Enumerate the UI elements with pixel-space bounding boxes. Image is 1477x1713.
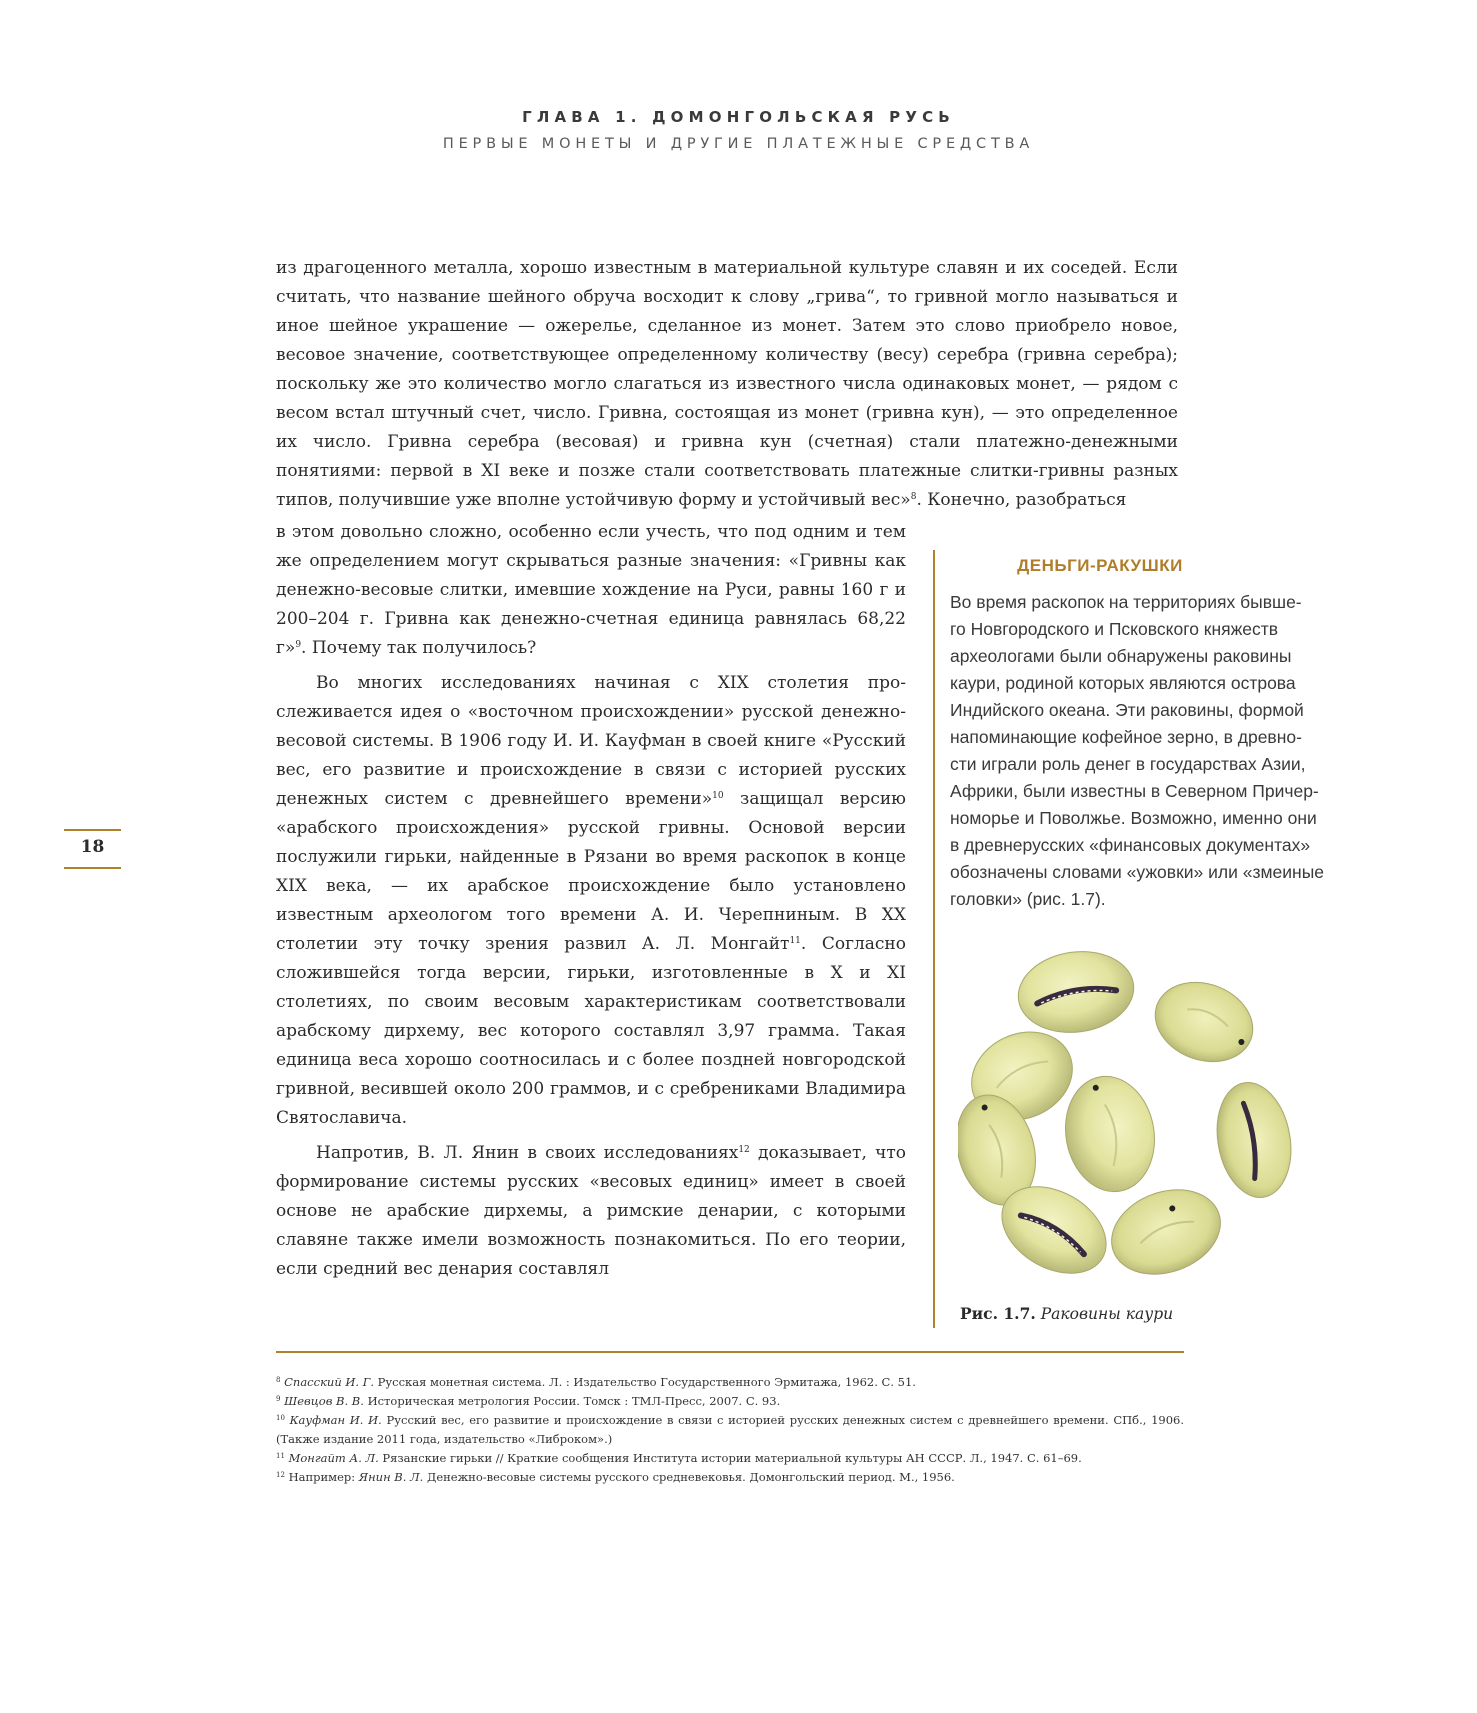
paragraph-2-text-a: Во многих исследованиях начиная с XIX столетия прослеживается идея о «восточном происхождении» русской денежно-весовой системы. В 1906 году И. И. Кауфман в своей книге «Русский вес, его развитие и происхождение в связи с историей русских денежных систем с древнейшего времени» (276, 673, 906, 809)
paragraph-1-cont: . Конечно, разобраться (916, 490, 1127, 510)
footnote-ref-9[interactable]: 9 (295, 640, 302, 650)
figure-label: Рис. 1.7. (960, 1304, 1036, 1323)
footnote-number: 9 (276, 1395, 281, 1403)
section-title: ПЕРВЫЕ МОНЕТЫ И ДРУГИЕ ПЛАТЕЖНЫЕ СРЕДСТВА (442, 136, 1035, 152)
page-number-rule-top (64, 829, 121, 831)
footnote-11 (276, 1449, 1184, 1468)
main-text-column (276, 518, 906, 1284)
sidebar-line: сти играли роль денег в государствах Азии, (950, 754, 1306, 774)
paragraph-2-text-b: защищал версию «арабского происхождения» русской гривны. Основой версии послужили гирьки, найденные в Рязани во время раскопок в конце XIX века, — их арабское происхождение было установлено известным археологом того времени А. И. Черепниным. В XX столетии эту точку зрения развил А. Л. Монгайт (276, 789, 906, 954)
footnote-number: 12 (276, 1471, 285, 1479)
paragraph-2 (276, 669, 906, 1133)
figure-caption (960, 1304, 1200, 1323)
sidebar-line: го Новгородского и Псковского княжеств (950, 619, 1279, 639)
footnote-divider (276, 1351, 1184, 1353)
footnote-text: Русская монетная система. Л. : Издательство Государственного Эрмитажа, 1962. С. 51. (374, 1375, 916, 1389)
chapter-title: ГЛАВА 1. ДОМОНГОЛЬСКАЯ РУСЬ (522, 108, 955, 126)
footnote-text: Русский вес, его развитие и происхождение в связи с историей русских денежных систем с древнейшего времени. СПб., 1906. (Также издание 2011 года, издательство «Либроком».) (276, 1413, 1185, 1446)
footnote-ref-12[interactable]: 12 (738, 1145, 750, 1155)
sidebar-line: в древнерусских «финансовых документах» (950, 835, 1311, 855)
footnote-ref-11[interactable]: 11 (789, 936, 801, 946)
paragraph-3 (276, 1139, 906, 1284)
shell (1144, 969, 1264, 1075)
paragraph-1-end-text: в этом довольно сложно, особенно если учесть, что под одним и тем же определением могут скрываться разные значения: «Гривны как денежно-весовые слитки, имевшие хождение на Руси, равны 160 г и 200–204 г. Гривна как денежно-счетная единица равнялась 68,22 г» (276, 522, 906, 658)
footnote-author: Шевцов В. В. (284, 1394, 364, 1408)
sidebar-line: головки» (рис. 1.7). (950, 889, 1106, 909)
footnote-number: 8 (276, 1376, 281, 1384)
sidebar-title: ДЕНЬГИ-РАКУШКИ (1017, 556, 1183, 575)
footnote-author: Спасский И. Г. (284, 1375, 375, 1389)
sidebar-line: археологами были обнаружены раковины (950, 646, 1292, 666)
footnote-8 (276, 1373, 1184, 1392)
paragraph-3-text-a: Напротив, В. Л. Янин в своих исследованиях (316, 1143, 739, 1163)
footnote-author: Монгайт А. Л. (288, 1451, 379, 1465)
sidebar-line: Индийского океана. Эти раковины, формой (950, 700, 1304, 720)
page-number-rule-bottom (64, 867, 121, 869)
sidebar-divider (933, 550, 935, 1328)
footnote-number: 10 (276, 1414, 285, 1422)
shell (1013, 944, 1139, 1039)
paragraph-1-end-tail: . Почему так получилось? (301, 638, 537, 658)
paragraph-1-end (276, 518, 906, 663)
sidebar-line: каури, родиной которых являются острова (950, 673, 1296, 693)
footnote-12 (276, 1468, 1184, 1487)
footnote-prefix: Например: (284, 1470, 359, 1484)
footnote-ref-8[interactable]: 8 (910, 492, 917, 502)
footnote-ref-10[interactable]: 10 (712, 791, 724, 801)
main-text-top (276, 254, 1178, 515)
sidebar-line: номорье и Поволжье. Возможно, именно они (950, 808, 1317, 828)
footnote-text: Рязанские гирьки // Краткие сообщения Института истории материальной культуры АН СССР. Л., 1947. С. 61–69. (378, 1451, 1082, 1465)
sidebar-line: Африки, были известны в Северном Причер- (950, 781, 1319, 801)
paragraph-3-text-b: доказывает, что формирование системы русских «весовых единиц» имеет в своей основе не арабские дирхемы, а римские денарии, с которыми славяне также имели возможность познакомиться. По его теории, если средний вес денария составлял (276, 1143, 906, 1279)
sidebar-line: напоминающие кофейное зерно, в древно- (950, 727, 1302, 747)
paragraph-1-text: из драгоценного металла, хорошо известным в материальной культуре славян и их соседей. Если считать, что название шейного обруча восходит к слову „грива“, то гривной могло называться и иное шейное украшение — ожерелье, сделанное из монет. Затем это слово приобрело новое, весовое значение, соответствующее определенному количеству (весу) серебра (гривна серебра); поскольку же это количество могло слагаться из известного числа одинаковых монет, — рядом с весом встал штучный счет, число. Гривна, состоящая из монет (гривна кун), — это определенное их число. Гривна серебра (весовая) и гривна кун (счетная) стали платежно-денежными понятиями: первой в XI веке и позже стали соответствовать платежные слитки-гривны разных типов, получившие уже вполне устойчивую форму и устойчивый вес» (276, 258, 1178, 510)
figure-caption-text: Раковины каури (1040, 1305, 1174, 1323)
paragraph-1 (276, 254, 1178, 515)
paragraph-2-text-c: . Согласно сложившейся тогда версии, гирьки, изготовленные в X и XI столетиях, по своим весовым характеристикам соответствовали арабскому дирхему, вес которого составлял 3,97 грамма. Такая единица веса хорошо соотносилась и с более поздней новгородской гривной, весившей около 200 граммов, и с сребрениками Владимира Святославича. (276, 934, 906, 1128)
shell (1208, 1077, 1299, 1204)
footnote-author: Кауфман И. И. (289, 1413, 382, 1427)
page-number-block (64, 829, 121, 869)
footnote-10 (276, 1411, 1184, 1449)
footnote-number: 11 (276, 1452, 285, 1460)
footnotes (276, 1373, 1184, 1487)
footnote-9 (276, 1392, 1184, 1411)
footnote-text: Историческая метрология России. Томск : ТМЛ-Пресс, 2007. С. 93. (363, 1394, 781, 1408)
sidebar-body (950, 589, 1334, 913)
page-number: 18 (80, 837, 105, 857)
sidebar-line: обозначены словами «ужовки» или «змеиные (950, 862, 1325, 882)
cowrie-shells-image (958, 944, 1308, 1284)
footnote-text: Денежно-весовые системы русского средневековья. Домонгольский период. М., 1956. (423, 1470, 955, 1484)
footnote-author: Янин В. Л. (358, 1470, 424, 1484)
shell (1057, 1069, 1164, 1199)
sidebar-line: Во время раскопок на территориях бывше- (950, 592, 1302, 612)
